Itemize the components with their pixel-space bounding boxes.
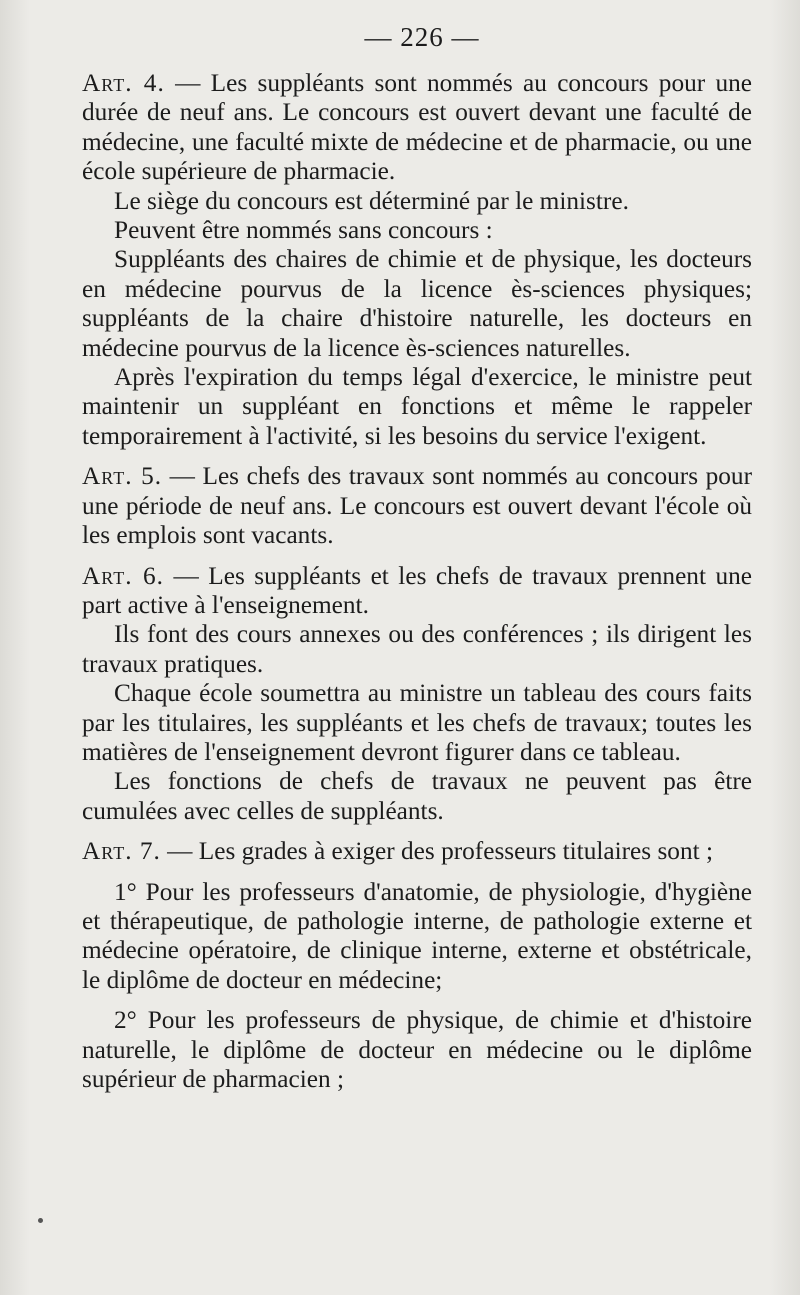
paragraph: Les fonctions de chefs de travaux ne peuvent pas être cumulées avec celles de suppléants. xyxy=(82,767,752,825)
paragraph-text: — Les suppléants sont nommés au concours pour une durée de neuf ans. Le concours est ouvert devant une faculté de médecine, une faculté mixte de médecine et de pharmacie, ou une école supérieure de pharmacie. xyxy=(82,69,752,186)
paragraph: Après l'expiration du temps légal d'exercice, le ministre peut maintenir un suppléant en fonctions et même le rappeler temporairement à l'activité, si les besoins du service l'exigent. xyxy=(82,363,752,450)
ink-speck xyxy=(38,1218,43,1223)
paragraph: Chaque école soumettra au ministre un tableau des cours faits par les titulaires, les suppléants et les chefs de travaux; toutes les matières de l'enseignement devront figurer dans ce tableau. xyxy=(82,679,752,766)
article-label: Art. 6. xyxy=(82,561,164,590)
article-label: Art. 7. xyxy=(82,837,161,866)
paragraph-text: — Les suppléants et les chefs de travaux prennent une part active à l'enseignement. xyxy=(82,561,752,619)
page-number: — 226 — xyxy=(364,22,480,52)
list-item: 1° Pour les professeurs d'anatomie, de physiologie, d'hygiène et thérapeutique, de pathologie interne, de pathologie externe et médecine opératoire, de clinique interne, externe et obstétricale, le diplôme de docteur en médecine; xyxy=(82,877,752,994)
paragraph-text: — Les chefs des travaux sont nommés au concours pour une période de neuf ans. Le concours est ouvert devant l'école où les emplois sont vacants. xyxy=(82,462,753,550)
article-7-paragraph xyxy=(82,837,752,866)
article-5-paragraph xyxy=(82,462,752,550)
paragraph: Peuvent être nommés sans concours : xyxy=(114,216,493,245)
article-label: Art. 5. xyxy=(82,462,163,491)
paragraph-text: — Les grades à exiger des professeurs titulaires sont ; xyxy=(160,837,713,866)
paragraph: Suppléants des chaires de chimie et de physique, les docteurs en médecine pourvus de la licence ès-sciences physiques; suppléants de la chaire d'histoire naturelle, les docteurs en médecine pourvus de la licence ès-sciences naturelles. xyxy=(82,245,752,362)
article-6-paragraph xyxy=(82,562,752,621)
paragraph: Le siège du concours est déterminé par le ministre. xyxy=(114,186,629,215)
list-item: 2° Pour les professeurs de physique, de chimie et d'histoire naturelle, le diplôme de docteur en médecine ou le diplôme supérieur de pharmacien ; xyxy=(82,1006,752,1093)
paragraph: Ils font des cours annexes ou des conférences ; ils dirigent les travaux pratiques. xyxy=(82,620,752,678)
article-label: Art. 4. xyxy=(82,69,165,97)
article-4-paragraph xyxy=(82,69,752,187)
